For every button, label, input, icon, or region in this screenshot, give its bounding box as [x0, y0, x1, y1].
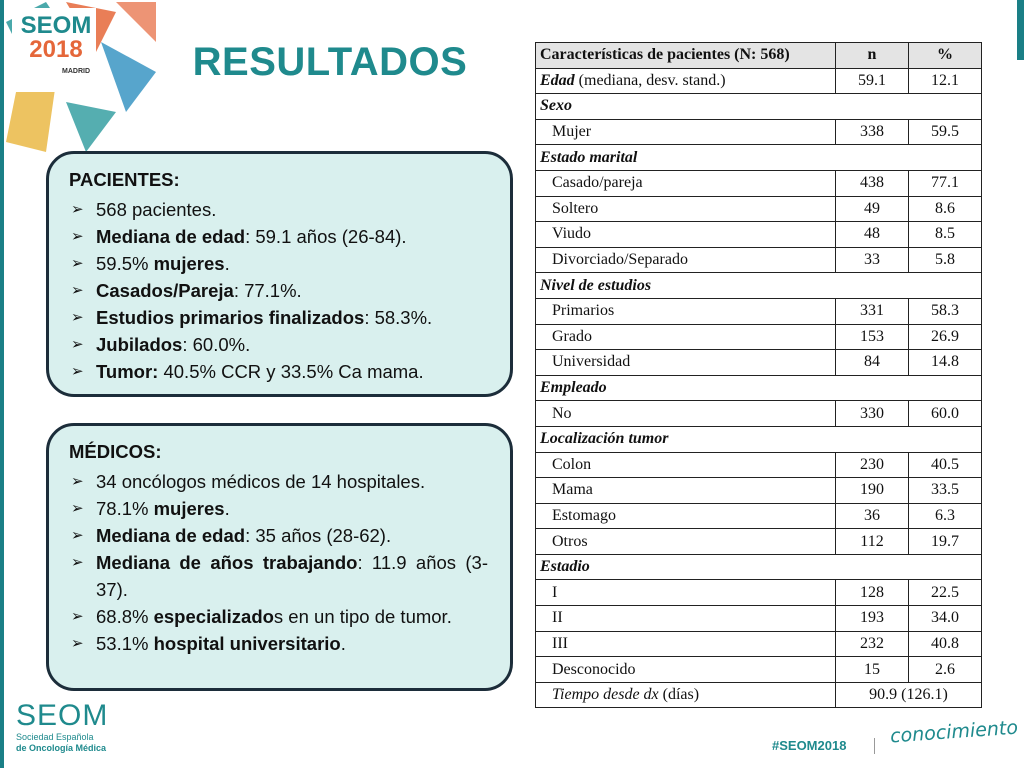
- bullet-text-post: 568 pacientes.: [96, 199, 217, 220]
- arrow-bullet-icon: ➢: [71, 473, 84, 490]
- bullet-text-post: : 35 años (28-62).: [245, 525, 392, 546]
- arrow-bullet-icon: ➢: [71, 500, 84, 517]
- category-cell: Sexo: [536, 94, 982, 120]
- arrow-bullet-icon: ➢: [71, 527, 84, 544]
- percent-cell: 12.1: [909, 68, 982, 94]
- percent-cell: 6.3: [909, 503, 982, 529]
- bullet-text-post: .: [340, 633, 346, 654]
- arrow-bullet-icon: ➢: [71, 309, 84, 326]
- arrow-bullet-icon: ➢: [71, 635, 84, 652]
- percent-cell: 19.7: [909, 529, 982, 555]
- percent-cell: 59.5: [909, 119, 982, 145]
- n-cell: 84: [836, 350, 909, 376]
- label-cell: Divorciado/Separado: [536, 247, 836, 273]
- label-cell: Mama: [536, 478, 836, 504]
- arrow-bullet-icon: ➢: [71, 554, 84, 571]
- bullet-text: [96, 468, 488, 495]
- n-cell: 153: [836, 324, 909, 350]
- n-cell: 230: [836, 452, 909, 478]
- label-cell: No: [536, 401, 836, 427]
- table-row: [536, 682, 982, 708]
- bullet-item: [69, 495, 488, 522]
- percent-cell: 58.3: [909, 298, 982, 324]
- label-cell: [536, 68, 836, 94]
- bullet-text-post: 34 oncólogos médicos de 14 hospitales.: [96, 471, 426, 492]
- table-row: [536, 478, 982, 504]
- table-row: [536, 657, 982, 683]
- footer-hashtag: #SEOM2018: [772, 738, 847, 753]
- arrow-bullet-icon: ➢: [71, 363, 84, 380]
- percent-cell: 8.6: [909, 196, 982, 222]
- label-cell: I: [536, 580, 836, 606]
- bullet-text: [96, 603, 488, 630]
- bullet-item: [69, 630, 488, 657]
- label-cell: Universidad: [536, 350, 836, 376]
- arrow-bullet-icon: ➢: [71, 201, 84, 218]
- bullet-text: [96, 522, 488, 549]
- label-cell: III: [536, 631, 836, 657]
- patients-characteristics-table: [535, 42, 982, 708]
- footer-divider: [874, 738, 875, 754]
- bullet-item: [69, 358, 492, 385]
- label-cell: Colon: [536, 452, 836, 478]
- table-row: [536, 401, 982, 427]
- bullet-text-pre: 68.8%: [96, 606, 154, 627]
- table-row: [536, 145, 982, 171]
- n-cell: 330: [836, 401, 909, 427]
- table-row: [536, 350, 982, 376]
- table-row: [536, 606, 982, 632]
- percent-cell: 60.0: [909, 401, 982, 427]
- bullet-text: [96, 196, 492, 223]
- percent-cell: 22.5: [909, 580, 982, 606]
- label-cell: II: [536, 606, 836, 632]
- footer-org-line2: de Oncología Médica: [16, 743, 107, 753]
- table-row: [536, 222, 982, 248]
- label-cell: Primarios: [536, 298, 836, 324]
- bullet-text: [96, 495, 488, 522]
- pacientes-heading: PACIENTES:: [69, 169, 180, 190]
- table-row: [536, 631, 982, 657]
- bullet-text-post: 40.5% CCR y 33.5% Ca mama.: [158, 361, 424, 382]
- bullet-text: [96, 331, 492, 358]
- bullet-item: [69, 250, 492, 277]
- bullet-item: [69, 549, 488, 603]
- medicos-box: [46, 423, 513, 691]
- table-row: [536, 94, 982, 120]
- n-cell: 190: [836, 478, 909, 504]
- category-cell: Nivel de estudios: [536, 273, 982, 299]
- bullet-text-post: : 11.9 años (3-37).: [96, 552, 489, 600]
- n-cell: 48: [836, 222, 909, 248]
- table-row: [536, 375, 982, 401]
- bullet-text: [96, 277, 492, 304]
- medicos-list: [69, 468, 488, 657]
- seom-2018-logo: [6, 2, 156, 152]
- right-edge-bar: [1017, 0, 1024, 60]
- table-row: [536, 298, 982, 324]
- bullet-text: [96, 358, 492, 385]
- percent-cell: 5.8: [909, 247, 982, 273]
- bullet-text-bold: Casados/Pareja: [96, 280, 234, 301]
- table-row: [536, 170, 982, 196]
- patients-table-wrapper: [535, 42, 981, 708]
- n-cell: 193: [836, 606, 909, 632]
- table-row: [536, 503, 982, 529]
- table-row: [536, 68, 982, 94]
- arrow-bullet-icon: ➢: [71, 255, 84, 272]
- label-cell: Mujer: [536, 119, 836, 145]
- table-row: [536, 426, 982, 452]
- footer-org-name: SEOM: [16, 699, 109, 732]
- bullet-text-post: .: [224, 498, 230, 519]
- bullet-text: [96, 549, 488, 603]
- bullet-text-post: : 58.3%.: [364, 307, 433, 328]
- table-header-row: [536, 43, 982, 69]
- percent-cell: 8.5: [909, 222, 982, 248]
- n-cell: 59.1: [836, 68, 909, 94]
- label-cell: [536, 682, 836, 708]
- header-percent: %: [909, 43, 982, 69]
- bullet-text-post: : 60.0%.: [182, 334, 251, 355]
- table-row: [536, 324, 982, 350]
- pacientes-list: [69, 196, 492, 385]
- logo-seom-text: SEOM: [20, 12, 92, 39]
- page-title: RESULTADOS: [165, 30, 495, 94]
- bullet-text-post: .: [224, 253, 230, 274]
- bullet-text: [96, 223, 492, 250]
- bullet-text-pre: 59.5%: [96, 253, 154, 274]
- label-rest: (días): [658, 686, 700, 704]
- label-cell: Viudo: [536, 222, 836, 248]
- label-cell: Grado: [536, 324, 836, 350]
- bullet-text-bold: mujeres: [153, 498, 225, 519]
- arrow-bullet-icon: ➢: [71, 336, 84, 353]
- bullet-text-bold: Mediana de edad: [96, 525, 246, 546]
- bullet-text-bold: especializado: [153, 606, 274, 627]
- seom-footer-logo: [16, 700, 126, 754]
- label-cell: Soltero: [536, 196, 836, 222]
- header-n: n: [836, 43, 909, 69]
- n-cell: 15: [836, 657, 909, 683]
- label-italic: Tiempo desde dx: [552, 686, 659, 704]
- n-cell: 128: [836, 580, 909, 606]
- category-cell: Localización tumor: [536, 426, 982, 452]
- bullet-text-bold: Mediana de años trabajando: [96, 552, 358, 573]
- percent-cell: 34.0: [909, 606, 982, 632]
- percent-cell: 77.1: [909, 170, 982, 196]
- header-characteristics: Características de pacientes (N: 568): [536, 43, 836, 69]
- table-row: [536, 273, 982, 299]
- bullet-text: [96, 304, 492, 331]
- bullet-text: [96, 250, 492, 277]
- footer-script-word: conocimiento: [889, 716, 1019, 748]
- n-cell: 49: [836, 196, 909, 222]
- label-italic: Edad: [540, 71, 575, 89]
- percent-cell: 14.8: [909, 350, 982, 376]
- n-cell: 331: [836, 298, 909, 324]
- arrow-bullet-icon: ➢: [71, 228, 84, 245]
- medicos-heading: MÉDICOS:: [69, 441, 162, 462]
- bullet-item: [69, 304, 492, 331]
- label-rest: (mediana, desv. stand.): [574, 71, 726, 89]
- percent-cell: 2.6: [909, 657, 982, 683]
- bullet-item: [69, 603, 488, 630]
- bullet-text-post: : 59.1 años (26-84).: [245, 226, 407, 247]
- bullet-text-bold: hospital universitario: [153, 633, 341, 654]
- merged-value-cell: 90.9 (126.1): [836, 682, 982, 708]
- bullet-text-bold: Tumor:: [96, 361, 159, 382]
- bullet-text-bold: Mediana de edad: [96, 226, 246, 247]
- category-cell: Empleado: [536, 375, 982, 401]
- table-row: [536, 452, 982, 478]
- logo-year-text: 2018: [29, 36, 83, 63]
- logo-city-text: MADRID: [62, 68, 90, 75]
- percent-cell: 40.8: [909, 631, 982, 657]
- n-cell: 438: [836, 170, 909, 196]
- table-row: [536, 554, 982, 580]
- bullet-text-post: : 77.1%.: [233, 280, 302, 301]
- label-cell: Desconocido: [536, 657, 836, 683]
- arrow-bullet-icon: ➢: [71, 608, 84, 625]
- percent-cell: 33.5: [909, 478, 982, 504]
- percent-cell: 26.9: [909, 324, 982, 350]
- table-row: [536, 119, 982, 145]
- pacientes-box: [46, 151, 513, 397]
- bullet-text-pre: 53.1%: [96, 633, 154, 654]
- bullet-item: [69, 277, 492, 304]
- category-cell: Estado marital: [536, 145, 982, 171]
- footer-org-line1: Sociedad Española: [16, 732, 94, 742]
- arrow-bullet-icon: ➢: [71, 282, 84, 299]
- n-cell: 338: [836, 119, 909, 145]
- bullet-text-post: s en un tipo de tumor.: [273, 606, 452, 627]
- n-cell: 33: [836, 247, 909, 273]
- bullet-item: [69, 331, 492, 358]
- left-edge-bar: [0, 0, 4, 768]
- label-cell: Otros: [536, 529, 836, 555]
- label-cell: Estomago: [536, 503, 836, 529]
- table-row: [536, 247, 982, 273]
- label-cell: Casado/pareja: [536, 170, 836, 196]
- category-cell: Estadio: [536, 554, 982, 580]
- bullet-item: [69, 223, 492, 250]
- table-row: [536, 529, 982, 555]
- table-row: [536, 196, 982, 222]
- bullet-item: [69, 468, 488, 495]
- percent-cell: 40.5: [909, 452, 982, 478]
- bullet-item: [69, 522, 488, 549]
- n-cell: 112: [836, 529, 909, 555]
- bullet-text-pre: 78.1%: [96, 498, 154, 519]
- bullet-text-bold: Estudios primarios finalizados: [96, 307, 365, 328]
- table-row: [536, 580, 982, 606]
- bullet-text: [96, 630, 488, 657]
- bullet-text-bold: mujeres: [153, 253, 225, 274]
- bullet-text-bold: Jubilados: [96, 334, 183, 355]
- bullet-item: [69, 196, 492, 223]
- n-cell: 36: [836, 503, 909, 529]
- n-cell: 232: [836, 631, 909, 657]
